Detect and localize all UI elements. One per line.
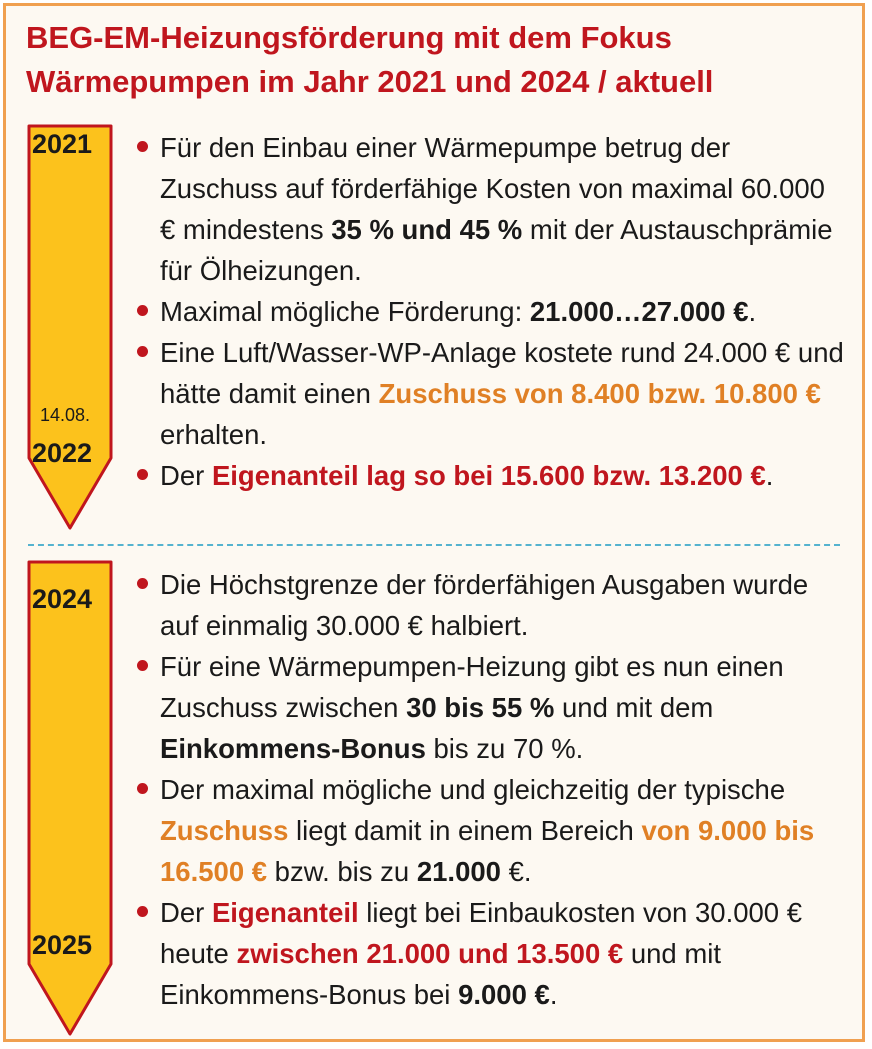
bullet-dot-icon: [137, 578, 148, 589]
bullet-dot-icon: [137, 305, 148, 316]
timeline-arrow-2021-2022: [26, 123, 114, 533]
bullet-dot-icon: [137, 906, 148, 917]
emphasis-text: 21.000…27.000 €: [529, 296, 749, 327]
emphasis-text: Eigenanteil lag so bei 15.600 bzw. 13.200 €: [211, 460, 766, 491]
bullet-text: [160, 897, 802, 1010]
emphasis-text: 9.000 €: [458, 979, 550, 1010]
plain-text: .: [549, 979, 558, 1010]
bullet-text: [160, 296, 756, 327]
bullet-text: [160, 651, 784, 764]
bullet-item: [136, 332, 846, 455]
plain-text: und mit dem: [554, 692, 714, 723]
plain-text: Maximal mögliche Förderung:: [160, 296, 530, 327]
bullet-item: [136, 455, 846, 496]
emphasis-text: Zuschuss: [160, 815, 289, 846]
bullet-item: [136, 564, 846, 646]
bullet-item: [136, 291, 846, 332]
section-divider: [28, 544, 840, 546]
page-title: [26, 16, 713, 104]
bullet-dot-icon: [137, 346, 148, 357]
year-start-2024: 2024: [32, 584, 93, 614]
arrow-shape: [29, 562, 111, 1034]
emphasis-text: Einkommens-Bonus: [160, 733, 426, 764]
plain-text: mit der Austauschprämie für Ölheizungen.: [160, 214, 833, 286]
bullet-text: [160, 132, 833, 286]
section-2024-list: [136, 564, 846, 1015]
bullet-dot-icon: [137, 469, 148, 480]
title-line-2: Wärmepumpen im Jahr 2021 und 2024 / aktuell: [26, 64, 714, 99]
emphasis-text: 30 bis 55 %: [406, 692, 555, 723]
bullet-item: [136, 892, 846, 1015]
bullet-dot-icon: [137, 660, 148, 671]
section-2021-list: [136, 127, 846, 496]
emphasis-text: 35 % und 45 %: [331, 214, 523, 245]
date-label: 14.08.: [40, 405, 91, 425]
info-card: [3, 3, 865, 1042]
bullet-dot-icon: [137, 141, 148, 152]
title-line-1: BEG-EM-Heizungsförderung mit dem Fokus: [26, 20, 672, 55]
plain-text: Für den Einbau einer Wärmepumpe betrug der Zuschuss auf förderfähige Kosten von maximal 60.000 € mindestens: [160, 132, 825, 245]
plain-text: .: [748, 296, 757, 327]
emphasis-text: Eigenanteil: [211, 897, 359, 928]
bullet-text: [160, 774, 814, 887]
bullet-text: [160, 569, 808, 641]
plain-text: €.: [500, 856, 532, 887]
bullet-item: [136, 646, 846, 769]
plain-text: Der maximal mögliche und gleichzeitig der typische: [160, 774, 786, 805]
year-start-2021: 2021: [32, 129, 93, 159]
plain-text: Der: [160, 460, 212, 491]
emphasis-text: von 9.000 bis 16.500 €: [160, 815, 815, 887]
year-end-2022: 2022: [32, 438, 93, 468]
plain-text: liegt bei Einbaukosten von 30.000 € heute: [160, 897, 803, 969]
emphasis-text: zwischen 21.000 und 13.500 €: [236, 938, 624, 969]
bullet-text: [160, 460, 773, 491]
plain-text: bzw. bis zu: [267, 856, 417, 887]
bullet-item: [136, 769, 846, 892]
bullet-item: [136, 127, 846, 291]
plain-text: und mit Einkommens-Bonus bei: [160, 938, 722, 1010]
year-end-2025: 2025: [32, 930, 93, 960]
bullet-text: [160, 337, 844, 450]
emphasis-text: 21.000: [416, 856, 501, 887]
timeline-arrow-2024-2025: [26, 559, 114, 1039]
plain-text: Eine Luft/Wasser-WP-Anlage kostete rund 24.000 € und hätte damit einen: [160, 337, 844, 409]
plain-text: liegt damit in einem Bereich: [288, 815, 642, 846]
plain-text: Der: [160, 897, 212, 928]
plain-text: Die Höchstgrenze der förderfähigen Ausgaben wurde auf einmalig 30.000 € halbiert.: [160, 569, 809, 641]
bullet-dot-icon: [137, 783, 148, 794]
plain-text: erhalten.: [160, 419, 268, 450]
plain-text: bis zu 70 %.: [425, 733, 584, 764]
plain-text: .: [765, 460, 774, 491]
plain-text: Für eine Wärmepumpen-Heizung gibt es nun einen Zuschuss zwischen: [160, 651, 784, 723]
emphasis-text: Zuschuss von 8.400 bzw. 10.800 €: [378, 378, 821, 409]
